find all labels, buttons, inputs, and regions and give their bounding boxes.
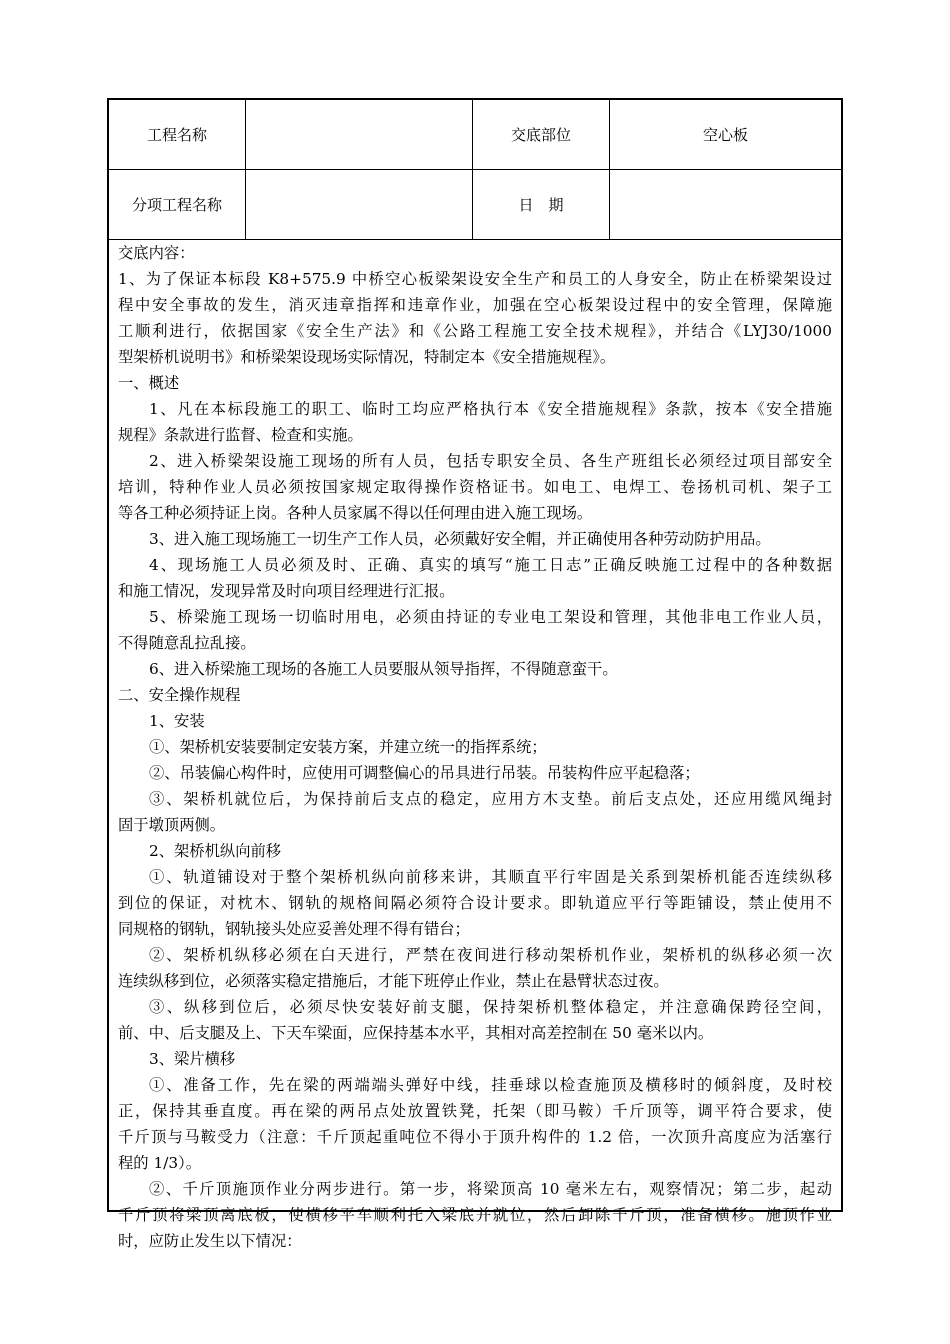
section-heading: 二、安全操作规程 <box>118 686 241 704</box>
content-line: 1、为了保证本标段 K8+575.9 中桥空心板梁架设安全生产和员工的人身安全，防止在桥梁架设过 <box>118 270 832 288</box>
content-line: 同规格的钢轨，钢轨接头处应妥善处理不得有错台； <box>118 920 470 938</box>
content-line: 时，应防止发生以下情况： <box>118 1232 302 1250</box>
content-line: 程中安全事故的发生，消灭违章指挥和违章作业，加强在空心板架设过程中的安全管理，保障施 <box>118 296 832 314</box>
project-name-label: 工程名称 <box>109 100 246 169</box>
content-line: 等各工种必须持证上岗。各种人员家属不得以任何理由进入施工现场。 <box>118 504 593 522</box>
content-line: 4、现场施工人员必须及时、正确、真实的填写“施工日志”正确反映施工过程中的各种数据 <box>149 556 832 574</box>
content-line: 3、进入施工现场施工一切生产工作人员，必须戴好安全帽，并正确使用各种劳动防护用品。 <box>149 530 771 548</box>
content-line: 到位的保证，对枕木、钢轨的规格间隔必须符合设计要求。即轨道应平行等距铺设，禁止使用不 <box>118 894 832 912</box>
content-line: ③、架桥机就位后，为保持前后支点的稳定，应用方木支垫。前后支点处，还应用缆风绳封 <box>149 790 832 808</box>
project-name-value <box>246 100 473 169</box>
disclosure-form <box>107 98 843 1250</box>
content-line: 型架桥机说明书》和桥梁架设现场实际情况，特制定本《安全措施规程》。 <box>118 348 616 366</box>
content-line: 6、进入桥梁施工现场的各施工人员要服从领导指挥，不得随意蛮干。 <box>149 660 618 678</box>
part-value: 空心板 <box>702 126 748 144</box>
subsection-heading: 1、安装 <box>149 712 205 730</box>
content-line: 千斤顶将梁顶离底板，使横移平车顺利托入梁底并就位，然后卸除千斤顶，准备横移。施顶作业 <box>118 1206 832 1224</box>
sub-project-label: 分项工程名称 <box>109 170 246 239</box>
content-line: 培训，特种作业人员必须按国家规定取得操作资格证书。如电工、电焊工、卷扬机司机、架子工 <box>118 478 832 496</box>
content-line: 工顺利进行，依据国家《安全生产法》和《公路工程施工安全技术规程》，并结合《LYJ30/1000 <box>118 322 832 340</box>
content-line: ①、准备工作，先在梁的两端端头弹好中线，挂垂球以检查施顶及横移时的倾斜度，及时校 <box>149 1076 832 1094</box>
content-line: 前、中、后支腿及上、下天车梁面，应保持基本水平，其相对高差控制在 50 毫米以内。 <box>118 1024 714 1042</box>
content-line: ②、千斤顶施顶作业分两步进行。第一步，将梁顶高 10 毫米左右，观察情况；第二步，起动 <box>149 1180 832 1198</box>
date-value <box>610 170 841 239</box>
date-label: 日 期 <box>473 170 610 239</box>
content-line: 正，保持其垂直度。再在梁的两吊点处放置铁凳，托架（即马鞍）千斤顶等，调平符合要求，使 <box>118 1102 832 1120</box>
content-line: 和施工情况，发现异常及时向项目经理进行汇报。 <box>118 582 455 600</box>
content-line: 千斤顶与马鞍受力（注意：千斤顶起重吨位不得小于顶升构件的 1.2 倍，一次顶升高度应为活塞行 <box>118 1128 832 1146</box>
content-heading: 交底内容： <box>118 244 195 262</box>
disclosure-content <box>118 240 832 1250</box>
section-heading: 一、概述 <box>118 374 180 392</box>
content-line: 连续纵移到位，必须落实稳定措施后，才能下班停止作业，禁止在悬臂状态过夜。 <box>118 972 669 990</box>
content-line: 程的 1/3）。 <box>118 1154 202 1172</box>
content-line: ①、架桥机安装要制定安装方案，并建立统一的指挥系统； <box>149 738 547 756</box>
header-row-1 <box>109 100 841 170</box>
part-label: 交底部位 <box>473 100 610 169</box>
content-line: ②、架桥机纵移必须在白天进行，严禁在夜间进行移动架桥机作业，架桥机的纵移必须一次 <box>149 946 832 964</box>
content-line: ③、纵移到位后，必须尽快安装好前支腿，保持架桥机整体稳定，并注意确保跨径空间， <box>149 998 832 1016</box>
sub-project-value <box>246 170 473 239</box>
content-line: 1、凡在本标段施工的职工、临时工均应严格执行本《安全措施规程》条款，按本《安全措施 <box>149 400 832 418</box>
subsection-heading: 3、梁片横移 <box>149 1050 236 1068</box>
content-line: 不得随意乱拉乱接。 <box>118 634 256 652</box>
content-line: 固于墩顶两侧。 <box>118 816 226 834</box>
header-row-2 <box>109 170 841 240</box>
content-line: 5、桥梁施工现场一切临时用电，必须由持证的专业电工架设和管理，其他非电工作业人员， <box>149 608 832 626</box>
subsection-heading: 2、架桥机纵向前移 <box>149 842 282 860</box>
content-line: 规程》条款进行监督、检查和实施。 <box>118 426 363 444</box>
content-line: ①、轨道铺设对于整个架桥机纵向前移来讲，其顺直平行牢固是关系到架桥机能否连续纵移 <box>149 868 832 886</box>
content-line: 2、进入桥梁架设施工现场的所有人员，包括专职安全员、各生产班组长必须经过项目部安全 <box>149 452 832 470</box>
content-line: ②、吊装偏心构件时，应使用可调整偏心的吊具进行吊装。吊装构件应平起稳落； <box>149 764 700 782</box>
